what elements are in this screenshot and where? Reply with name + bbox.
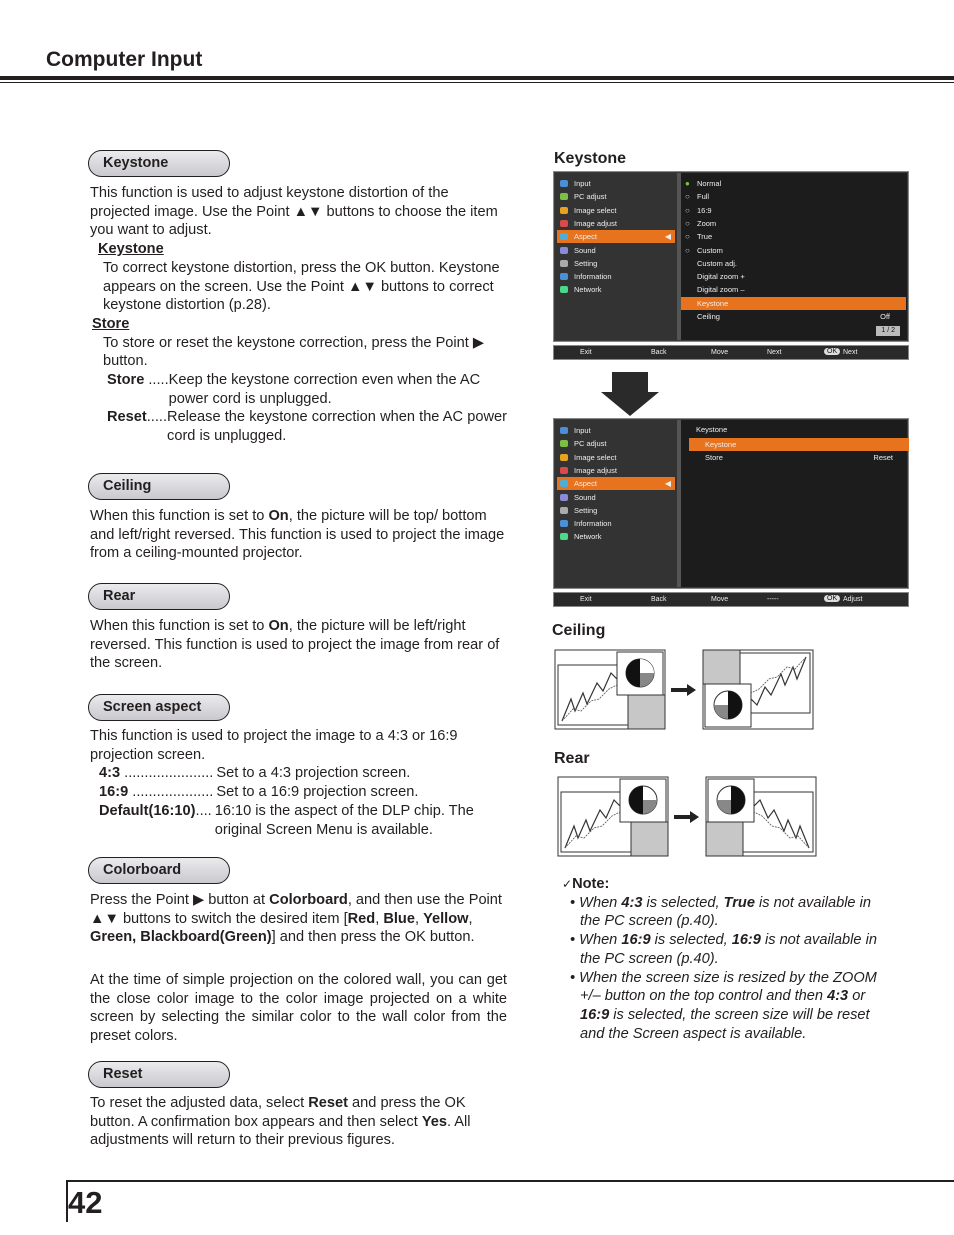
colorboard-text: Press the Point ▶ button at Colorboard, and then use the Point ▲▼ buttons to switch the desired item [Red, Blue, Yellow, Green, Blackboard(Green)] and then press the OK button. [90, 892, 502, 946]
osd-submenu-item[interactable] [681, 297, 906, 310]
osd-menu-item[interactable] [557, 283, 675, 296]
osd-bottom-bar-2: Exit Back Move ----- OK Adjust [553, 592, 909, 607]
osd-menu-item[interactable] [557, 230, 675, 243]
page-number: 42 [68, 1185, 103, 1220]
rear-diagram [556, 776, 821, 858]
osd-menu-item[interactable] [557, 451, 675, 464]
osd-submenu-item[interactable] [681, 230, 906, 243]
note-box: ✓Note: • When 4:3 is selected, True is not available in the PC screen (p.40). • When 16:9 is selected, 16:9 is not available in the PC screen (p.40). • When the screen size is resized by the ZOOM +/– button on the top control and then 4:3 or 16:9 is selected, the screen size will be reset and the Screen aspect is available. [562, 875, 892, 1043]
note-item: • When 4:3 is selected, True is not available in the PC screen (p.40). [570, 894, 871, 930]
osd-menu-item[interactable] [557, 244, 675, 257]
osd-menu-item-label: Information [574, 519, 612, 529]
page-section-title: Computer Input [46, 48, 203, 71]
osd-menu-item-label: Image select [574, 205, 617, 215]
osd-submenu-item-label: Keystone [705, 440, 737, 449]
ceiling-diagram [553, 649, 818, 731]
menu-item-icon [560, 507, 568, 514]
menu-item-icon [560, 427, 568, 434]
osd-menu-item[interactable] [557, 217, 675, 230]
radio-icon: ○ [685, 245, 690, 255]
menu-item-icon [560, 193, 568, 200]
note-title: Note: [572, 876, 610, 892]
rear-heading: Rear [88, 583, 230, 610]
osd-menu-item[interactable] [557, 424, 675, 437]
osd-submenu-item-label: Custom adj. [697, 258, 738, 268]
osd-menu-item-label: Sound [574, 492, 596, 502]
osd-menu-item-label: Image adjust [574, 465, 617, 475]
osd-submenu-title: Keystone [696, 425, 728, 434]
osd-submenu-item[interactable] [681, 310, 906, 323]
keystone-heading: Keystone [88, 150, 230, 177]
radio-icon: ○ [685, 205, 690, 215]
osd-menu-item-label: Network [574, 532, 602, 542]
store-dots: ..... [144, 372, 169, 389]
osd-page-indicator: 1 / 2 [876, 326, 900, 336]
menu-item-icon [560, 480, 568, 487]
osd-menu-item-label: PC adjust [574, 439, 607, 449]
osd-submenu-item-label: Keystone [697, 298, 729, 308]
reset-definition [90, 408, 507, 445]
osd-submenu-item[interactable] [681, 190, 906, 203]
osd-menu-item[interactable] [557, 177, 675, 190]
menu-item-icon [560, 494, 568, 501]
osd-menu-item-label: Image select [574, 452, 617, 462]
osd-submenu-item[interactable] [681, 270, 906, 283]
osd-submenu-item-label: Digital zoom + [697, 272, 745, 282]
osd-submenu-item[interactable] [681, 217, 906, 230]
aspect-item-169: 16:9 .................... Set to a 16:9 projection screen. [99, 784, 419, 801]
osd-menu-item[interactable] [557, 530, 675, 543]
selected-arrow-icon: ◀ [664, 232, 671, 242]
colorboard-heading: Colorboard [88, 857, 230, 884]
store-desc: Keep the keystone correction even when the AC power cord is unplugged. [168, 372, 481, 407]
ceiling-heading: Ceiling [88, 473, 230, 500]
osd-menu-item[interactable] [557, 190, 675, 203]
keystone-sub-text: To correct keystone distortion, press the OK button. Keystone appears on the screen. Use the Point ▲▼ buttons to correct keystone distortion (p.28). [103, 259, 500, 314]
screen-aspect-text [90, 727, 507, 839]
ceiling-text: When this function is set to On, the picture will be top/ bottom and left/right reversed. This function is used to project the image from a ceiling-mounted projector. [90, 508, 505, 562]
menu-item-icon [560, 180, 568, 187]
osd-submenu-item[interactable] [681, 283, 906, 296]
osd-menu-item[interactable] [557, 504, 675, 517]
keystone-figure-label: Keystone [554, 150, 627, 167]
reset-heading: Reset [88, 1061, 230, 1088]
menu-item-icon [560, 207, 568, 214]
osd-submenu-item[interactable] [681, 257, 906, 270]
ceiling-value: Off [880, 312, 890, 321]
rear-figure-label: Rear [554, 750, 590, 767]
aspect-item-default: Default(16:10).... 16:10 is the aspect of the DLP chip. The original Screen Menu is available. [99, 802, 474, 838]
keystone-text [90, 184, 507, 446]
osd-menu-item[interactable] [557, 437, 675, 450]
store-sub-text: To store or reset the keystone correction, press the Point ▶ button. [103, 334, 485, 370]
note-item: • When the screen size is resized by the ZOOM +/– button on the top control and then 4:3 or 16:9 is selected, the screen size will be reset and the Screen aspect is available. [570, 969, 877, 1042]
osd-submenu-item[interactable] [681, 177, 906, 190]
menu-item-icon [560, 467, 568, 474]
store-value: Reset [873, 453, 893, 463]
screen-aspect-heading: Screen aspect [88, 694, 230, 721]
osd-menu-item-label: Sound [574, 245, 596, 255]
osd-menu-item[interactable] [557, 491, 675, 504]
osd-submenu-item-label: Zoom [697, 218, 717, 228]
reset-dots: ..... [146, 409, 168, 426]
osd-menu-keystone [553, 418, 909, 589]
store-term: Store [107, 372, 145, 389]
osd-submenu-item-label: Ceiling [697, 312, 720, 321]
menu-item-icon [560, 286, 568, 293]
osd-menu-item[interactable] [557, 257, 675, 270]
menu-item-icon [560, 247, 568, 254]
menu-item-icon [560, 233, 568, 240]
osd-submenu-item-label: 16:9 [697, 205, 712, 215]
osd-menu-item-label: Image adjust [574, 218, 617, 228]
osd-menu-item-label: PC adjust [574, 192, 607, 202]
osd-menu-item-label: Aspect [574, 232, 597, 242]
header-rule-thin [0, 82, 954, 83]
header-rule [0, 76, 954, 80]
menu-item-icon [560, 260, 568, 267]
screen-aspect-intro: This function is used to project the image to a 4:3 or 16:9 projection screen. [90, 728, 458, 763]
osd-submenu-item[interactable] [681, 204, 906, 217]
osd-submenu-item[interactable] [689, 451, 909, 464]
selected-arrow-icon: ◀ [664, 479, 671, 489]
note-item: • When 16:9 is selected, 16:9 is not available in the PC screen (p.40). [570, 932, 877, 967]
menu-item-icon [560, 520, 568, 527]
footer-rule [66, 1180, 954, 1182]
osd-submenu-item[interactable] [689, 438, 909, 451]
menu-item-icon [560, 454, 568, 461]
osd-submenu-item[interactable] [681, 244, 906, 257]
keystone-intro: This function is used to adjust keystone distortion of the projected image. Use the Point ▲▼ buttons to choose the item you want to adjust. [90, 185, 498, 239]
osd-submenu-item-label: Normal [697, 179, 722, 188]
reset-term: Reset [107, 409, 147, 426]
store-definition [90, 371, 507, 408]
osd-submenu-item-label: Full [697, 192, 710, 202]
osd-menu-item-label: Information [574, 272, 612, 282]
osd-submenu-item-label: Custom [697, 245, 723, 255]
osd-menu-item[interactable] [557, 270, 675, 283]
reset-desc: Release the keystone correction when the AC power cord is unplugged. [167, 409, 507, 445]
osd-submenu-item-label: Digital zoom – [697, 285, 745, 295]
menu-item-icon [560, 273, 568, 280]
radio-icon: ○ [685, 232, 690, 242]
osd-menu-item-label: Network [574, 285, 602, 295]
osd-menu-item[interactable] [557, 517, 675, 530]
osd-submenu-item-label: Store [705, 453, 723, 463]
colorboard-text-2: At the time of simple projection on the colored wall, you can get the close color image to the color image projected on a white screen by selecting the similar color to the wall color from the preset colors. [90, 972, 507, 1045]
osd-menu-item-label: Aspect [574, 479, 597, 489]
radio-selected-icon: ● [685, 179, 690, 188]
rear-text: When this function is set to On, the picture will be left/right reversed. This function is used to project the image from rear of the screen. [90, 618, 500, 672]
osd-menu-item-label: Setting [574, 505, 598, 515]
keystone-sub-title: Keystone [98, 241, 164, 258]
menu-item-icon [560, 533, 568, 540]
osd-menu-item-label: Setting [574, 258, 598, 268]
menu-item-icon [560, 220, 568, 227]
osd-menu-item[interactable] [557, 204, 675, 217]
ceiling-figure-label: Ceiling [552, 622, 606, 639]
osd-menu-item-label: Input [574, 426, 591, 435]
radio-icon: ○ [685, 192, 690, 202]
osd-menu-item[interactable] [557, 477, 675, 490]
aspect-item-43: 4:3 ...................... Set to a 4:3 projection screen. [99, 765, 411, 782]
osd-menu-item-label: Input [574, 179, 591, 188]
osd-menu-item[interactable] [557, 464, 675, 477]
osd-menu-aspect [553, 171, 909, 342]
store-sub-title: Store [92, 315, 130, 332]
radio-icon: ○ [685, 218, 690, 228]
osd-bottom-bar: Exit Back Move Next OK Next [553, 345, 909, 360]
reset-text: To reset the adjusted data, select Reset and press the OK button. A confirmation box appears and then select Yes. All adjustments will return to their previous figures. [90, 1095, 471, 1149]
down-arrow-icon [600, 370, 660, 418]
menu-item-icon [560, 440, 568, 447]
osd-submenu-item-label: True [697, 232, 713, 242]
